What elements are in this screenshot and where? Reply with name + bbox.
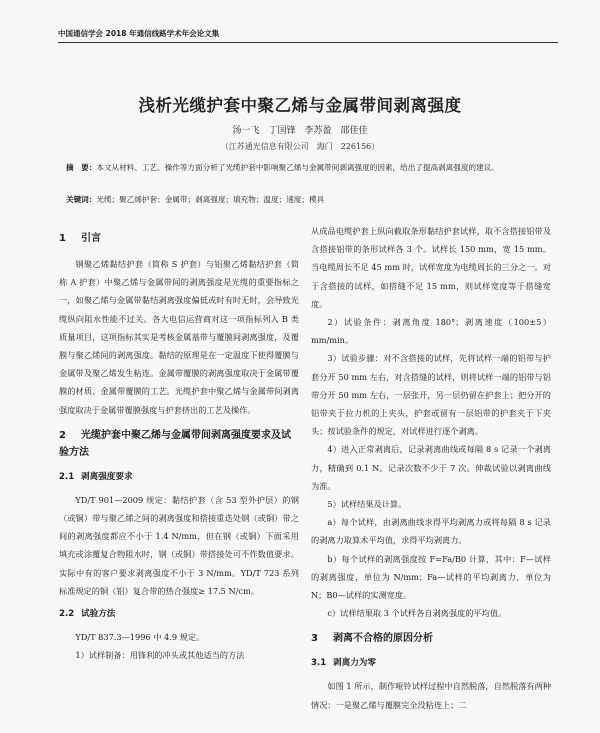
subsection-title: 试验方法: [81, 609, 116, 620]
keywords: [66, 193, 540, 207]
subsection-number: 2.1: [59, 471, 75, 482]
section-title: 引言: [81, 233, 101, 244]
section-title: 光缆护套中聚乙烯与金属带间剥离强度要求及试验方法: [59, 429, 291, 458]
paragraph: YD/T 837.3—1996 中 4.9 规定。: [75, 632, 205, 643]
paragraph: 4）进入正常剥离后，记录剥离曲线或每隔 8 s 记录一个剥离力，精确到 0.1 N。记录次数不少于 7 次。伸裁试验以剥离曲线为准。: [311, 444, 551, 491]
paper-title: 浅析光缆护套中聚乙烯与金属带间剥离强度: [138, 96, 462, 115]
paragraph: 1）试样制备：用锋利的冲头或其他适当的方法: [75, 650, 245, 661]
subsection-title: 剥离强度要求: [81, 471, 133, 482]
abstract-label: 摘 要：: [66, 163, 97, 172]
author-list: 汤一飞 丁国锋 李苏盈 邵佳佳: [232, 126, 368, 136]
section-heading-3: [311, 630, 551, 647]
paragraph: b）每个试样的剥离强度按 F=Fa/B0 计算，其中：F—试样的剥离强度，单位为 N/mm；Fa—试样的平均剥离力，单位为 N；B0—试样的实测宽度。: [311, 553, 551, 601]
subsection-number: 3.1: [311, 658, 327, 669]
paragraph: 钢聚乙烯黏结护套（简称 S 护套）与铝聚乙烯黏结护套（简称 A 护套）中聚乙烯与金属带间的剥离强度是光缆的重要指标之一，如聚乙烯与金属带黏结剥离强度偏低或时有时无时，会导致光缆纵向阻水性能不过关。各大电信运营商对这一项指标列入 B 类质量项目，这项指标其实是考核金属基带与覆膜间剥离强度，及覆膜与聚乙烯间的剥离强度。黏结的原理是在一定温度下使得覆膜与金属带及聚乙烯发生粘连。金属带覆膜的剥离强度取决于金属带覆膜的材质、金属带覆膜的工艺。光缆护套中聚乙烯与金属带间剥离强度取决于金属带覆膜强度与护套挤出的工艺及操作。: [59, 259, 299, 415]
abstract: [66, 158, 540, 177]
subsection-title: 剥离力为零: [333, 658, 376, 669]
running-header: 中国通信学会 2018 年通信线路学术年会论文集: [58, 28, 558, 43]
paragraph: YD/T 901—2009 规定：黏结护套（含 53 型外护层）的钢（或铜）带与聚乙烯之间的剥离强度和搭接重迭处钢（或铜）带之间的剥离强度都应不小于 1.4 N/mm，但在钢（或铜）下面采用填充或涂覆复合物阻水时，钢（或铜）带搭接处可不作数值要求。实际中有的客户要求剥离强度不小于 3 N/mm。YD/T 723 系列标准规定的铜（铝）复合带的热合强度≥ 17.5 N/cm。: [59, 494, 299, 596]
section-number: 1: [59, 233, 66, 244]
subsection-heading-2-1: [59, 469, 299, 485]
right-column: [311, 222, 551, 714]
section-number: 2: [59, 429, 66, 441]
keywords-label: 关键词：: [66, 195, 97, 204]
section-title: 剥离不合格的原因分析: [333, 633, 433, 645]
paragraph: a）每个试样，由剥离曲线求得平均剥离力或将每隔 8 s 记录的剥离力取算术平均值，求得平均剥离力。: [311, 517, 551, 546]
paragraph: 从成品电缆护套上纵向截取条形黏结护套试样，取不含搭接铝带及含搭接铝带的条形试样各 3 个。试样长 150 mm，宽 15 mm。当电缆周长不足 45 mm 时，试样宽度为电缆周长的三分之一。对于含搭接的试样，如搭缝不足 15 mm，则试样宽度等于搭缝宽度。: [311, 226, 551, 309]
affiliation: （江苏通光信息有限公司 海门 226156）: [220, 142, 380, 151]
section-heading-2: [59, 427, 299, 461]
paragraph: 5）试样结果及计算。: [327, 499, 407, 510]
paragraph: 3）试验步骤：对不含搭接的试样，先将试样一端的铝带与护套分开 50 mm 左右，对含搭缝的试样，则将试样一端的铝带与铝带分开 50 mm 左右，一层张开，另一层仍留在护套上；把分开的铝带夹于拉力机的上夹头，护套或留有一层铝带的护套夹于下夹头；按试验条件的规定，对试样进行逐个剥离。: [311, 353, 551, 437]
abstract-text: 本文从材料、工艺、操作等方面分析了光缆护套中影响聚乙烯与金属带间剥离强度的因素，给出了提高剥离强度的建议。: [96, 163, 499, 172]
subsection-heading-3-1: [311, 655, 551, 671]
left-column: [59, 222, 299, 664]
subsection-number: 2.2: [59, 609, 75, 620]
section-number: 3: [311, 633, 318, 645]
section-heading-1: [59, 230, 299, 247]
paragraph: c）试样结果取 3 个试样各自剥离强度的平均值。: [327, 608, 507, 619]
paragraph: 如图 1 所示，制作哑铃试样过程中自然脱落，自然脱落有两种情况：一是聚乙烯与覆膜完全没粘连上；二: [311, 681, 551, 710]
subsection-heading-2-2: [59, 606, 299, 622]
keywords-text: 光缆；聚乙烯护套；金属带；剥离强度；填充物；温度；速度；模具: [96, 195, 325, 204]
paragraph: 2）试验条件：剥离角度 180°；剥离速度（100±5）mm/min。: [311, 317, 551, 346]
